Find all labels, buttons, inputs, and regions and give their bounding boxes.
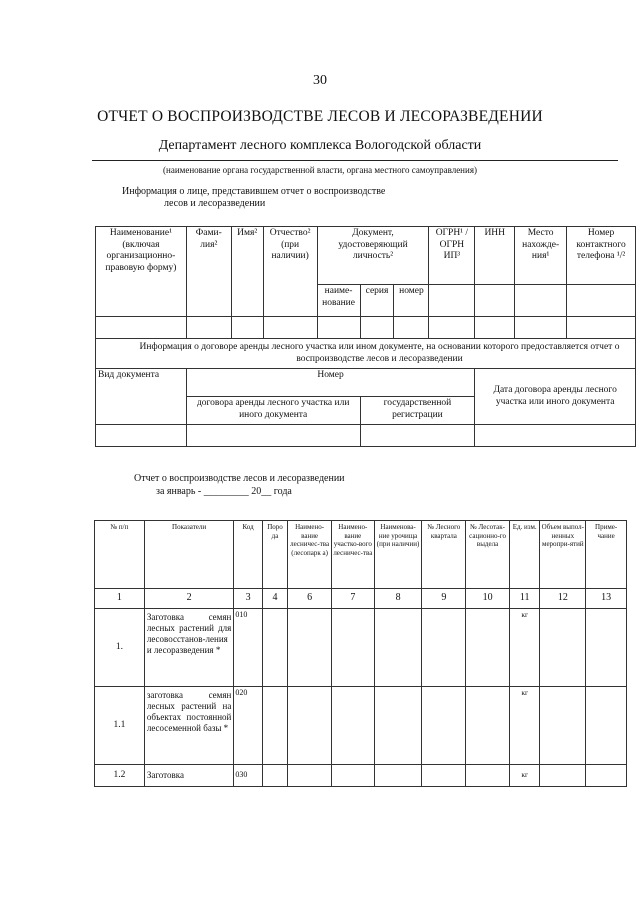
report-table xyxy=(94,520,627,787)
row-unit: кг xyxy=(509,765,540,787)
header-phone: Номер контактного телефона ¹/² xyxy=(567,227,636,285)
header-indicators: Показатели xyxy=(144,521,234,589)
row-label: Заготовка семян лесных растений для лесовосстанов-ления и лесоразведения * xyxy=(144,609,234,687)
col-number: 11 xyxy=(509,589,540,609)
empty-cell xyxy=(429,285,475,317)
col-number: 6 xyxy=(288,589,332,609)
header-code: Код xyxy=(234,521,262,589)
header-contract-number: договора аренды лесного участка или иного документа xyxy=(186,397,360,425)
header-plot: № Лесотак-сационно-го выдела xyxy=(466,521,510,589)
header-id-document: Документ, удостоверяющий личность² xyxy=(317,227,429,285)
header-state-registration: государственной регистрации xyxy=(360,397,475,425)
col-number: 2 xyxy=(144,589,234,609)
person-data-row xyxy=(96,317,636,339)
page-number: 30 xyxy=(313,73,327,88)
header-location: Место нахожде-ния¹ xyxy=(515,227,567,285)
header-first-name: Имя² xyxy=(231,227,263,317)
header-volume: Объем выпол-ненных меропри-ятий xyxy=(540,521,586,589)
report-title: ОТЧЕТ О ВОСПРОИЗВОДСТВЕ ЛЕСОВ И ЛЕСОРАЗВЕДЕНИИ xyxy=(97,108,543,125)
person-info-table xyxy=(95,226,636,447)
department-caption: (наименование органа государственной власти, органа местного самоуправления) xyxy=(163,165,477,175)
header-ogrn: ОГРН¹ /ОГРН ИП³ xyxy=(429,227,475,285)
row-number: 1.1 xyxy=(95,687,145,765)
header-patronymic: Отчество² (при наличии) xyxy=(263,227,317,317)
column-numbers-row xyxy=(95,589,627,609)
table-row xyxy=(95,687,627,765)
col-number: 8 xyxy=(374,589,422,609)
header-inn: ИНН xyxy=(475,227,515,285)
report-period-line2: за январь - _________ 20__ года xyxy=(156,486,292,497)
col-number: 9 xyxy=(422,589,466,609)
row-number: 1. xyxy=(95,609,145,687)
col-number: 10 xyxy=(466,589,510,609)
header-district-forestry: Наимено-вание участко-вого лесничес-тва xyxy=(331,521,374,589)
header-note: Приме-чание xyxy=(586,521,627,589)
header-quarter: № Лесного квартала xyxy=(422,521,466,589)
row-number: 1.2 xyxy=(95,765,145,787)
header-surname: Фами-лия² xyxy=(186,227,231,317)
col-number: 1 xyxy=(95,589,145,609)
header-doc-type: Вид документа xyxy=(96,369,187,425)
row-label: Заготовка xyxy=(144,765,234,787)
header-doc-series: серия xyxy=(360,285,394,317)
report-period-line1: Отчет о воспроизводстве лесов и лесоразведении xyxy=(134,473,345,484)
header-doc-name: наиме-нование xyxy=(317,285,360,317)
col-number: 3 xyxy=(234,589,262,609)
row-label: заготовка семян лесных растений на объектах постоянной лесосеменной базы * xyxy=(144,687,234,765)
person-info-heading-line1: Информация о лице, представившем отчет о воспроизводстве xyxy=(122,186,386,197)
report-period xyxy=(134,472,345,498)
report-header-row xyxy=(95,521,627,589)
row-code: 020 xyxy=(234,687,262,765)
header-doc-number: номер xyxy=(394,285,429,317)
person-info-heading xyxy=(122,186,385,210)
empty-cell xyxy=(515,285,567,317)
header-tract: Наименова-ние урочища (при наличии) xyxy=(374,521,422,589)
table-row xyxy=(95,609,627,687)
lease-data-row xyxy=(96,425,636,447)
col-number: 12 xyxy=(540,589,586,609)
department-name: Департамент лесного комплекса Вологодской области xyxy=(158,138,482,153)
department-underline xyxy=(92,160,618,161)
lease-info-heading: Информация о договоре аренды лесного участка или ином документе, на основании которого предоставляется отчет о воспроизводстве лесов и лесоразведении xyxy=(96,339,636,369)
person-info-heading-line2: лесов и лесоразведении xyxy=(164,198,266,209)
header-lease-number: Номер xyxy=(186,369,474,397)
col-number: 4 xyxy=(262,589,287,609)
header-row-number: № п/п xyxy=(95,521,145,589)
header-forestry: Наимено-вание лесничес-тва (лесопарк а) xyxy=(288,521,332,589)
row-unit: кг xyxy=(509,609,540,687)
empty-cell xyxy=(475,285,515,317)
header-unit: Ед. изм. xyxy=(509,521,540,589)
empty-cell xyxy=(567,285,636,317)
header-species: Поро да xyxy=(262,521,287,589)
col-number: 7 xyxy=(331,589,374,609)
row-unit: кг xyxy=(509,687,540,765)
header-name: Наименование¹ (включая организационно-правовую форму) xyxy=(96,227,187,317)
header-lease-date: Дата договора аренды лесного участка или иного документа xyxy=(475,369,636,425)
col-number: 13 xyxy=(586,589,627,609)
row-code: 010 xyxy=(234,609,262,687)
table-row xyxy=(95,765,627,787)
row-code: 030 xyxy=(234,765,262,787)
